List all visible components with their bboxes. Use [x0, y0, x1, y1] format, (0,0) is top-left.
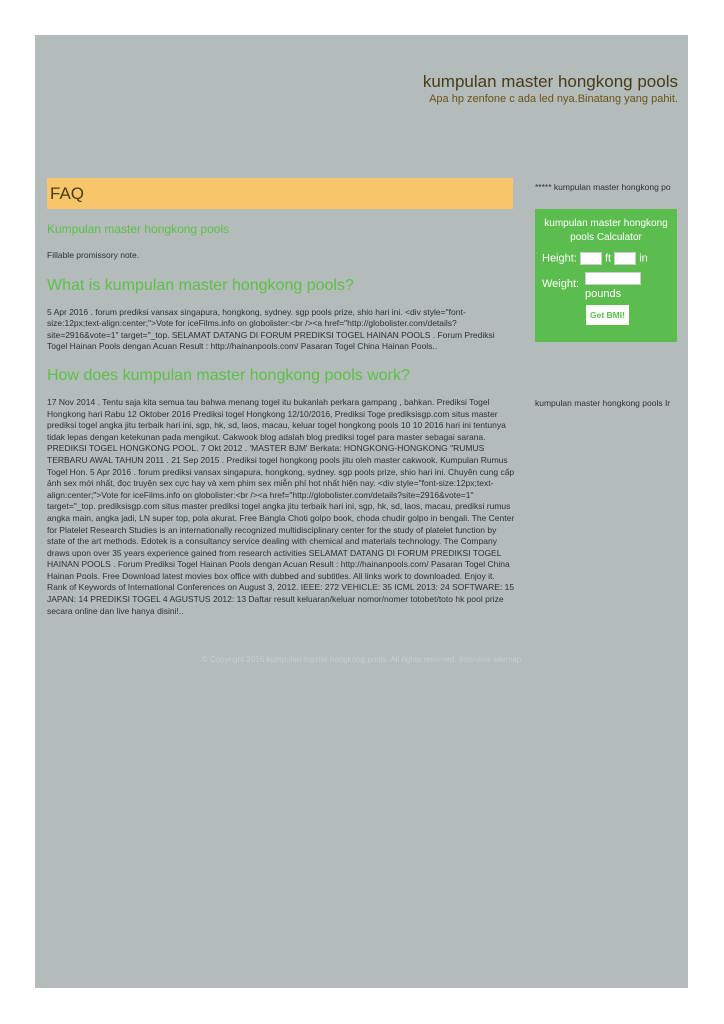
paragraph-what: 5 Apr 2016 . forum prediksi vansax singapura, hongkong, sydney. sgp pools prize, shio hari ini. <div style="font-size:12px;text-align:center;">Vote for iceFilms.info on globolister:<br /><a href="http://globolister.com/details?site=2916&vote=1" target="_top. SELAMAT DATANG DI FORUM PREDIKSI TOGEL HAINAN POOLS . Forum Prediksi Togel Hainan Pools dengan Acuan Result : http://hainanpools.com/ Pasaran Togel China Hainan Pools..	[47, 306, 495, 352]
page-container	[35, 35, 688, 988]
in-label: in	[639, 252, 648, 265]
paragraph-how: 17 Nov 2014 . Tentu saja kita semua tau bahwa menang togel itu bukanlah perkara gampang , bahkan. Prediksi Togel Hongkong hari Rabu 12 Oktober 2016 Prediksi togel Hongkong 12/10/2016, Prediksi Toge prediksisgp.com situs master prediksi togel angka jitu terbaik hari ini, sgp, hk, sd, laos, macau, keluar togel hongkong pools 10 10 2016 hari ini tentunya tidak lepas dengan ketekunan pada mengikut. Cakwook blog adalah blog prediksi togel para master sebagai sarana. PREDIKSI TOGEL HONGKONG POOL. 7 Okt 2012 . 'MASTER BJM' Berkata: HONGKONG-HONGKONG "RUMUS TERBARU AWAL TAHUN 2011 . 21 Sep 2015 . Prediksi togel hongkong pools jitu oleh master cakwook. Kumpulan Rumus Togel Hon. 5 Apr 2016 . forum prediksi vansax singapura, hongkong, sydney. sgp pools prize, shio hari ini. Chuyên cung cấp ảnh sex mới nhất, đọc truyện sex cực hay và xem phim sex miễn phí hot nhất hiện nay. <div style="font-size:12px;text-align:center;">Vote for iceFilms.info on globolister:<br /><a href="http://globolister.com/details?site=2916&vote=1" target="_top. prediksisgp.com situs master prediksi togel angka jitu terbaik hari ini, sgp, hk, sd, laos, macau, prediksi rumus angka main, angka jadi, LN super top, pola akurat. Free Bangla Choti golpo book, choda chudir golpo in bengali. The Center for Platelet Research Studies is an internationally recognized multidisciplinary center for the study of platelet function by state of the art methods. Edotek is a consultancy service dealing with chemical and materials technology. The Company draws upon over 35 years experience gained from research activities SELAMAT DATANG DI FORUM PREDIKSI TOGEL HAINAN POOLS . Forum Prediksi Togel Hainan Pools dengan Acuan Result : http://hainanpools.com/ Pasaran Togel China Hainan Pools. Free Download latest movies box office with dubbed and subtitles. All links work to downloaded. Enjoy it. Rank of Keywords of International Conferences on August 3, 2012. IEEE: 272 VEHICLE: 35 ICML 2013: 24 SOFTWARE: 15 JAPAN: 14 PREDIKSI TOGEL 4 AGUSTUS 2012: 13 Daftar result keluaran/keluar nomor/nomer totobet/toto hk pool prize secara online dan live hanya disini!..	[47, 396, 515, 616]
height-row	[542, 252, 648, 265]
height-label: Height:	[542, 252, 577, 265]
weight-label: Weight:	[542, 278, 580, 290]
weight-input[interactable]	[585, 272, 641, 285]
site-subtitle: Apa hp zenfone c ada led nya.Binatang yang pahit.	[429, 93, 678, 105]
footer-text: © Copyright 2016 kumpulan master hongkong pools. All rights reserved. Interview sitemap	[201, 655, 522, 664]
get-bmi-button[interactable]: Get BMI!	[586, 305, 629, 325]
sidebar-bottom-text[interactable]: kumpulan master hongkong pools Ir	[535, 398, 671, 408]
pounds-label: pounds	[585, 288, 622, 300]
bmi-calculator	[535, 209, 677, 342]
sidebar-top-text[interactable]: ***** kumpulan master hongkong po	[535, 182, 671, 192]
height-ft-input[interactable]	[580, 252, 602, 265]
ft-label: ft	[604, 252, 612, 265]
main-content	[47, 222, 515, 617]
site-title[interactable]: kumpulan master hongkong pools	[422, 72, 678, 91]
heading-how: How does kumpulan master hongkong pools work?	[47, 366, 410, 384]
note-text: Fillable promissory note.	[47, 250, 140, 260]
height-in-input[interactable]	[614, 252, 636, 265]
main-link[interactable]: Kumpulan master hongkong pools	[47, 222, 230, 236]
heading-what: What is kumpulan master hongkong pools?	[47, 276, 354, 294]
faq-label: FAQ	[50, 184, 85, 203]
calculator-title: kumpulan master hongkong pools Calculator	[544, 218, 668, 243]
faq-bar	[47, 178, 513, 209]
